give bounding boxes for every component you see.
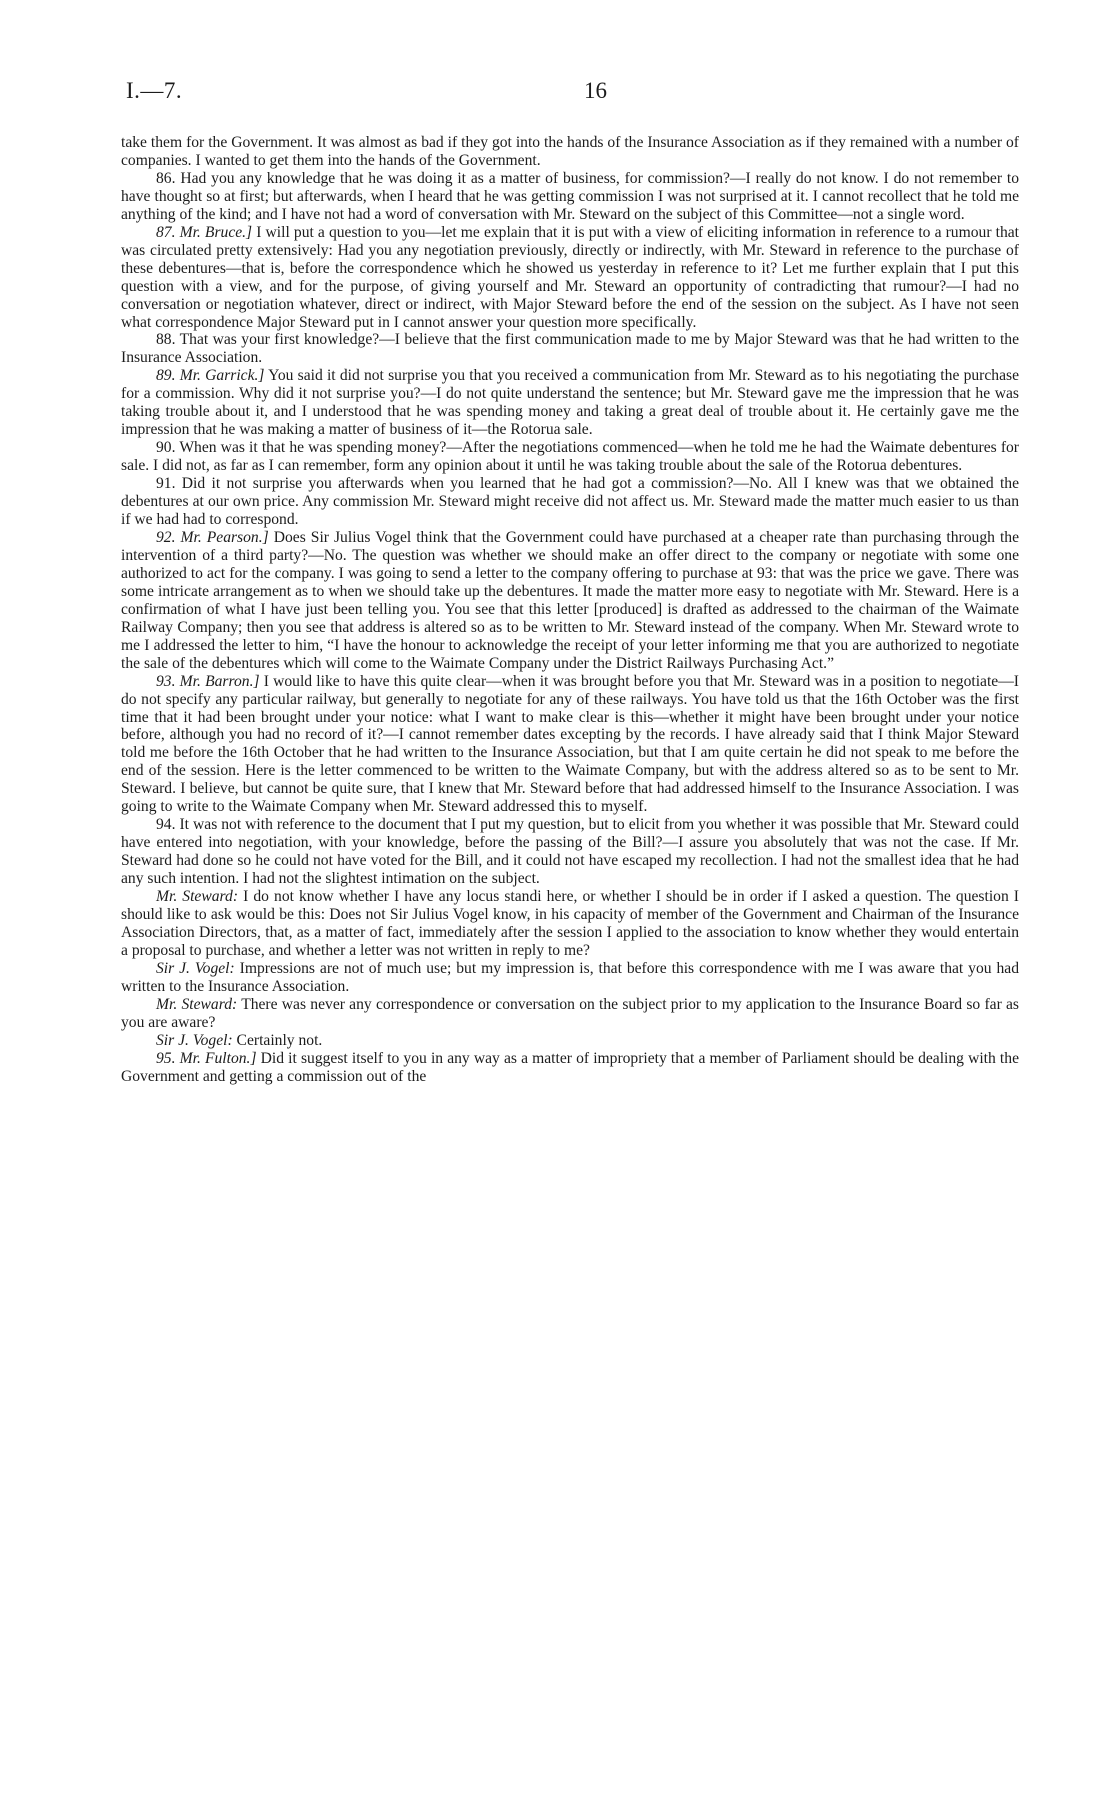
paragraph-question-92 — [121, 529, 1019, 673]
speaker-label: Mr. Steward: — [156, 995, 238, 1013]
paragraph-text: 86. Had you any knowledge that he was doing it as a matter of business, for commission?—I really do not know. I do not remember to have thought so at first; but afterwards, when I heard that he was getting commission I was not surprised at it. I cannot recollect that he told me anything of the kind; and I have not had a word of conversation with Mr. Steward on the subject of this Committee—not a single word. — [121, 169, 1019, 223]
paragraph-vogel-reply — [121, 1032, 1019, 1050]
paragraph-question-89 — [121, 367, 1019, 439]
paragraph-question-93 — [121, 673, 1019, 817]
document-reference: I.—7. — [126, 78, 183, 103]
paragraph-steward-question — [121, 888, 1019, 960]
speaker-label: 92. Mr. Pearson.] — [156, 528, 269, 546]
paragraph-text: I would like to have this quite clear—when it was brought before you that Mr. Steward was in a position to negotiate—I do not specify any particular railway, but generally to negotiate for any of these railways. You have told us that the 16th October was the first time that it had been brought under your notice: what I want to make clear is this—whether it might have been brought under your notice before, although you had no record of it?—I cannot remember dates excepting by the records. I have already said that I think Major Steward told me before the 16th October that he had written to the Insurance Association, but that I am quite certain he did not speak to me before the end of the session. Here is the letter commenced to be written to the Waimate Company, but with the address altered so as to be sent to Mr. Steward. I believe, but cannot be quite sure, that I knew that Mr. Steward before that had addressed himself to the Insurance Association. I was going to write to the Waimate Company when Mr. Steward addressed this to myself. — [121, 672, 1019, 816]
paragraph — [121, 134, 1019, 170]
speaker-label: 95. Mr. Fulton.] — [156, 1049, 257, 1067]
speaker-label: 89. Mr. Garrick.] — [156, 367, 265, 385]
speaker-label: Mr. Steward: — [156, 888, 239, 906]
paragraph-question-95 — [121, 1050, 1019, 1086]
paragraph-question-87 — [121, 224, 1019, 332]
paragraph-text: Certainly not. — [232, 1031, 323, 1049]
body-text — [121, 134, 1019, 1086]
paragraph-text: Did it suggest itself to you in any way as a matter of impropriety that a member of Parliament should be dealing with the Government and getting a commission out of the — [121, 1049, 1019, 1085]
paragraph-question-86 — [121, 170, 1019, 224]
speaker-label: Sir J. Vogel: — [156, 1031, 233, 1049]
paragraph-text: Does Sir Julius Vogel think that the Government could have purchased at a cheaper rate than purchasing through the intervention of a third party?—No. The question was whether we should make an offer direct to the company or negotiate with some one authorized to act for the company. I was going to send a letter to the company offering to purchase at 93: that was the price we gave. There was some intricate arrangement as to when we should take up the debentures. It made the matter more easy to negotiate with Mr. Steward. Here is a confirmation of what I have just been telling you. You see that this letter [produced] is drafted as addressed to the chairman of the Waimate Railway Company; then you see that address is altered so as to be written to Mr. Steward instead of the company. When Mr. Steward wrote to me I addressed the letter to him, “I have the honour to acknowledge the receipt of your letter informing me that you are authorized to negotiate the sale of the debentures which will come to the Waimate Company under the District Railways Purchasing Act.” — [121, 528, 1019, 672]
paragraph-text: I do not know whether I have any locus standi here, or whether I should be in order if I asked a question. The question I should like to ask would be this: Does not Sir Julius Vogel know, in his capacity of member of the Government and Chairman of the Insurance Association Directors, that, as a matter of fact, immediately after the session I applied to the association to know whether they would entertain a proposal to purchase, and whether a letter was not written in reply to me? — [121, 888, 1020, 959]
paragraph-question-88 — [121, 331, 1019, 367]
paragraph-text: There was never any correspondence or conversation on the subject prior to my application to the Insurance Board so far as you are aware? — [121, 995, 1019, 1031]
paragraph-text: Impressions are not of much use; but my impression is, that before this correspondence with me I was aware that you had written to the Insurance Association. — [121, 959, 1019, 995]
page-header — [126, 78, 1016, 112]
paragraph-text: 90. When was it that he was spending money?—After the negotiations commenced—when he told me he had the Waimate debentures for sale. I did not, as far as I can remember, form any opinion about it until he was taking trouble about the sale of the Rotorua debentures. — [121, 439, 1019, 475]
paragraph-text: 94. It was not with reference to the document that I put my question, but to elicit from you whether it was possible that Mr. Steward could have entered into negotiation, with your knowledge, before the passing of the Bill?—I assure you absolutely that was not the case. If Mr. Steward had done so he could not have voted for the Bill, and it could not have escaped my recollection. I had not the smallest idea that he had any such intention. I had not the slightest intimation on the subject. — [121, 816, 1019, 888]
paragraph-steward-followup — [121, 996, 1019, 1032]
paragraph-text: You said it did not surprise you that you received a communication from Mr. Steward as to his negotiating the purchase for a commission. Why did it not surprise you?—I do not quite understand the sentence; but Mr. Steward gave me the impression that he was taking trouble about it, and I understood that he was spending money and taking a great deal of trouble about it. He certainly gave me the impression that he was making a matter of business of it—the Rotorua sale. — [121, 367, 1019, 439]
speaker-label: Sir J. Vogel: — [156, 959, 235, 977]
paragraph-text: take them for the Government. It was almost as bad if they got into the hands of the Insurance Association as if they remained with a number of companies. I wanted to get them into the hands of the Government. — [121, 134, 1019, 169]
paragraph-question-90 — [121, 439, 1019, 475]
speaker-label: 87. Mr. Bruce.] — [156, 223, 253, 241]
paragraph-text: 88. That was your first knowledge?—I believe that the first communication made to me by Major Steward was that he had written to the Insurance Association. — [121, 331, 1019, 367]
page-number: 16 — [584, 78, 607, 103]
paragraph-vogel-answer — [121, 960, 1019, 996]
paragraph-question-94 — [121, 816, 1019, 888]
paragraph-text: I will put a question to you—let me explain that it is put with a view of eliciting information in reference to a rumour that was circulated pretty extensively: Had you any negotiation previously, directly or indirectly, with Mr. Steward in reference to the purchase of these debentures—that is, before the correspondence which he showed us yesterday in reference to it? Let me further explain that I put this question with a view, and for the purpose, of giving yourself and Mr. Steward an opportunity of contradicting that rumour?—I had no conversation or negotiation whatever, direct or indirect, with Major Steward before the end of the session on the subject. As I have not seen what correspondence Major Steward put in I cannot answer your question more specifically. — [121, 223, 1020, 331]
paragraph-question-91 — [121, 475, 1019, 529]
speaker-label: 93. Mr. Barron.] — [156, 672, 260, 690]
paragraph-text: 91. Did it not surprise you afterwards when you learned that he had got a commission?—No. All I knew was that we obtained the debentures at our own price. Any commission Mr. Steward might receive did not affect us. Mr. Steward made the matter much easier to us than if we had had to correspond. — [121, 475, 1019, 529]
